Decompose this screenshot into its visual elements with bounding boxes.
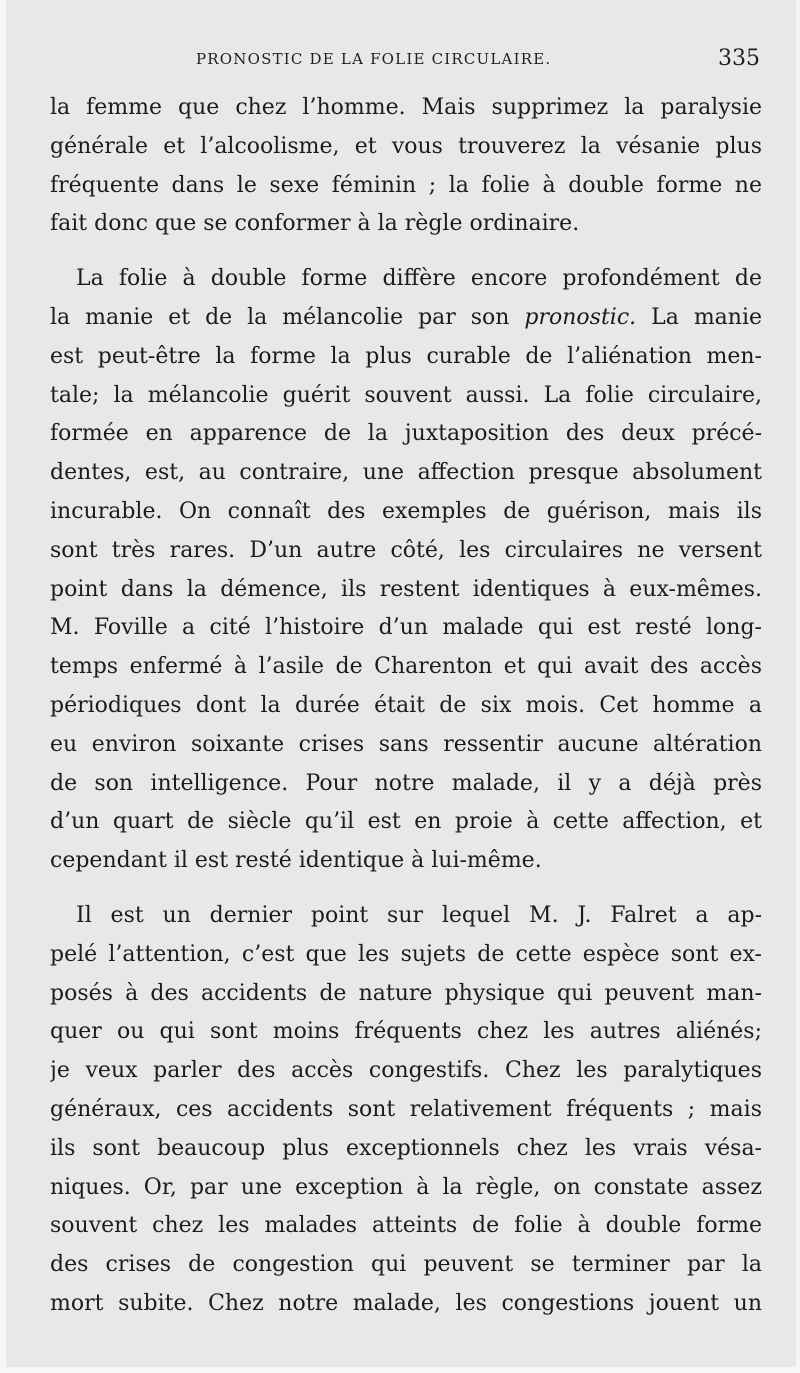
text-line: fréquente dans le sexe féminin ; la folie à double forme ne xyxy=(50,172,762,198)
text-line: La folie à double forme diffère encore profondément de xyxy=(76,266,762,292)
paragraph-3 xyxy=(50,897,762,1324)
page-number: 335 xyxy=(718,46,760,71)
text-line: tale; la mélancolie guérit souvent aussi. La folie circulaire, xyxy=(50,382,762,408)
text-line: est peut-être la forme la plus curable de l’aliénation men- xyxy=(50,343,762,369)
text-line: ils sont beaucoup plus exceptionnels chez les vrais vésa- xyxy=(50,1135,762,1161)
text-line: dentes, est, au contraire, une affection presque absolument xyxy=(50,460,762,486)
text-line: la femme que chez l’homme. Mais supprimez la paralysie xyxy=(50,95,762,120)
text-segment: la manie et de la mélancolie par son xyxy=(50,304,510,330)
text-line: fait donc que se conformer à la règle ordinaire. xyxy=(50,211,580,237)
running-title: PRONOSTIC DE LA FOLIE CIRCULAIRE. xyxy=(196,50,552,68)
text-segment: La manie xyxy=(651,304,762,330)
text-line: posés à des accidents de nature physique qui peuvent man- xyxy=(50,980,762,1006)
text-line: mort subite. Chez notre malade, les congestions jouent un xyxy=(50,1290,762,1316)
text-line: quer ou qui sont moins fréquents chez les autres aliénés; xyxy=(50,1019,762,1045)
body-text xyxy=(50,89,762,1324)
text-line: d’un quart de siècle qu’il est en proie à cette affection, et xyxy=(50,809,762,835)
text-line: périodiques dont la durée était de six mois. Cet homme a xyxy=(50,692,762,718)
text-line: niques. Or, par une exception à la règle, on constate assez xyxy=(50,1174,762,1200)
text-line: pelé l’attention, c’est que les sujets de cette espèce sont ex- xyxy=(50,941,762,967)
page-header xyxy=(6,46,800,76)
paragraph-2 xyxy=(50,260,762,881)
text-line: des crises de congestion qui peuvent se terminer par la xyxy=(50,1252,762,1278)
text-line: M. Foville a cité l’histoire d’un malade qui est resté long- xyxy=(50,615,762,641)
text-line: point dans la démence, ils restent identiques à eux-mêmes. xyxy=(50,576,762,602)
text-line: générale et l’alcoolisme, et vous trouverez la vésanie plus xyxy=(50,133,762,159)
text-line: incurable. On connaît des exemples de guérison, mais ils xyxy=(50,498,762,524)
text-line: je veux parler des accès congestifs. Chez les paralytiques xyxy=(50,1058,762,1084)
text-line: Il est un dernier point sur lequel M. J. Falret a ap- xyxy=(76,902,762,928)
text-line: sont très rares. D’un autre côté, les circulaires ne versent xyxy=(50,537,762,563)
text-line xyxy=(50,299,762,338)
italic-term: pronostic. xyxy=(524,304,637,330)
text-line: généraux, ces accidents sont relativement fréquents ; mais xyxy=(50,1096,762,1122)
text-line: souvent chez les malades atteints de folie à double forme xyxy=(50,1213,762,1239)
text-line: formée en apparence de la juxtaposition des deux précé- xyxy=(50,421,762,447)
text-line: temps enfermé à l’asile de Charenton et qui avait des accès xyxy=(50,654,762,680)
text-line: de son intelligence. Pour notre malade, il y a déjà près xyxy=(50,770,762,796)
paragraph-1 xyxy=(50,89,762,244)
text-line: eu environ soixante crises sans ressentir aucune altération xyxy=(50,731,762,757)
text-line: cependant il est resté identique à lui-même. xyxy=(50,848,542,874)
